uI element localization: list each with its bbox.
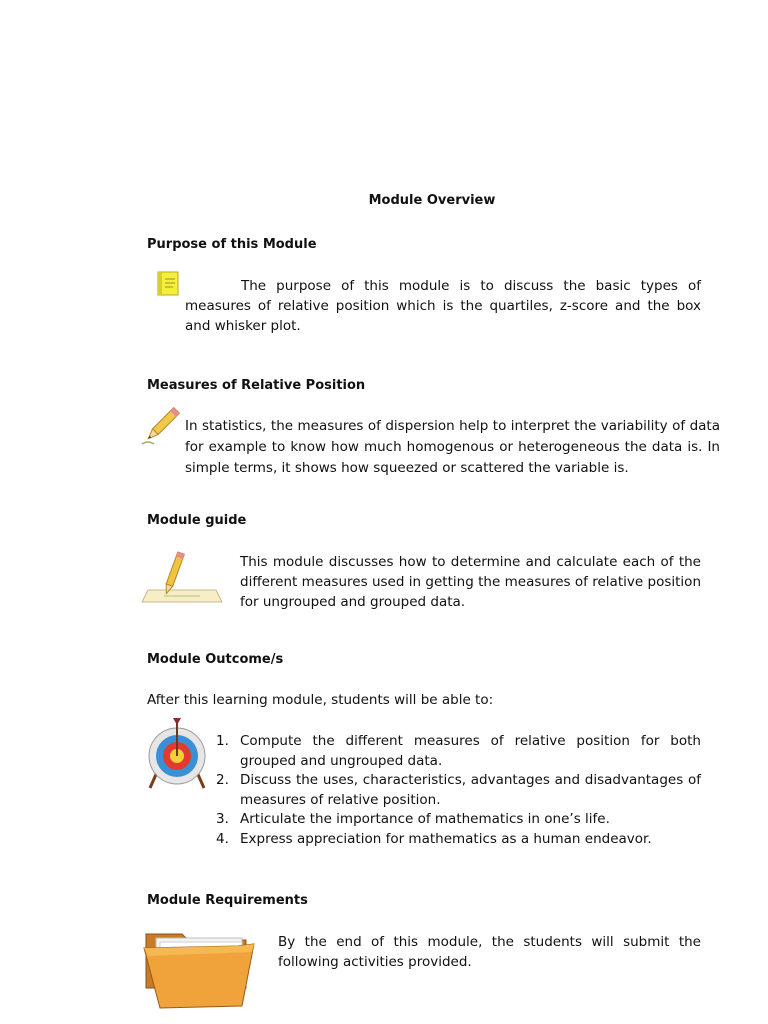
measures-paragraph: In statistics, the measures of dispersion help to interpret the variability of data for example to know how much homogenous or heterogeneous the data is. In simple terms, it shows how squeezed or scattered the variable is. [185,418,720,476]
list-item [216,810,701,830]
notepad-icon [157,271,181,297]
requirements-paragraph: By the end of this module, the students will submit the following activities provided. [278,934,701,970]
list-item [216,771,701,810]
measures-heading: Measures of Relative Position [147,378,366,393]
guide-heading: Module guide [147,513,247,528]
list-item [216,830,701,850]
purpose-text: The purpose of this module is to discuss the basic types of measures of relative position which is the quartiles, z-score and the box and whisker plot. [185,278,701,334]
outcomes-heading: Module Outcome/s [147,652,284,667]
list-number: 3. [216,811,229,827]
folder-icon [142,928,256,1010]
list-text: Discuss the uses, characteristics, advantages and disadvantages of measures of relative position. [240,772,701,808]
pencil-paper-icon [140,550,224,606]
list-text: Articulate the importance of mathematics in one’s life. [240,811,610,827]
list-text: Compute the different measures of relative position for both grouped and ungrouped data. [240,733,701,769]
page-title: Module Overview [368,193,496,208]
guide-paragraph: This module discusses how to determine and calculate each of the different measures used in getting the measures of relative position for ungrouped and grouped data. [240,554,701,610]
purpose-heading: Purpose of this Module [147,237,317,252]
list-text: Express appreciation for mathematics as a human endeavor. [240,830,652,847]
list-number: 4. [216,830,229,847]
list-item [216,732,701,771]
pencil-icon [140,404,182,448]
outcomes-intro: After this learning module, students will be able to: [147,692,494,708]
list-number: 1. [216,733,229,749]
target-icon [144,718,210,790]
purpose-paragraph [185,276,701,336]
requirements-heading: Module Requirements [147,893,308,908]
outcomes-list [216,732,701,849]
outcomes-list-container [216,732,701,849]
list-number: 2. [216,772,229,788]
